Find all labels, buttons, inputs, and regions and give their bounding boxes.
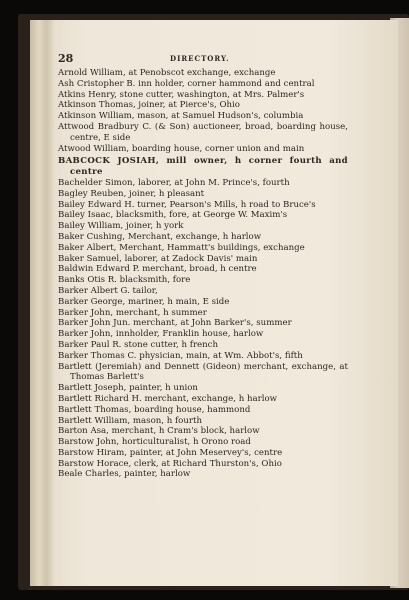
directory-entry: Baker Samuel, laborer, at Zadock Davis' main (58, 253, 258, 264)
directory-entry: Bagley Reuben, joiner, h pleasant (58, 188, 205, 199)
directory-entry: Baldwin Edward P. merchant, broad, h centre (58, 264, 257, 275)
page-header (58, 52, 318, 66)
directory-entry: Bartlett William, mason, h fourth (58, 415, 202, 426)
directory-entry: Beale Charles, painter, harlow (58, 469, 191, 480)
directory-entry: Barstow John, horticulturalist, h Orono road (58, 437, 251, 448)
running-head: DIRECTORY. (170, 54, 230, 63)
directory-entry: Barker Thomas C. physician, main, at Wm. Abbot's, fifth (58, 350, 303, 361)
directory-entry: Atkinson Thomas, joiner, at Pierce's, Ohio (58, 100, 240, 111)
directory-entry: Ash Cristopher B. inn holder, corner hammond and central (58, 78, 315, 89)
directory-entry: Barstow Hiram, painter, at John Meservey's, centre (58, 447, 283, 458)
directory-entry: Barker John, innholder, Franklin house, harlow (58, 329, 264, 340)
directory-entry: Barker Albert G. tailor, (58, 285, 158, 296)
directory-entry: Bartlett Joseph, painter, h union (58, 383, 198, 394)
directory-entry: Atwood William, boarding house, corner union and main (58, 143, 305, 154)
directory-entry: Arnold William, at Penobscot exchange, exchange (58, 68, 276, 78)
directory-entry: Bartlett Thomas, boarding house, hammond (58, 404, 251, 415)
directory-entry: Atkins Henry, stone cutter, washington, at Mrs. Palmer's (58, 89, 305, 100)
directory-entry: Bachelder Simon, laborer, at John M. Prince's, fourth (58, 177, 290, 188)
directory-entry: Barker John, merchant, h summer (58, 307, 207, 318)
directory-entry: Barstow Horace, clerk, at Richard Thurston's, Ohio (58, 458, 282, 469)
directory-entry: Banks Otis R. blacksmith, fore (58, 275, 191, 286)
directory-entry: Atkinson William, mason, at Samuel Hudson's, columbia (58, 111, 304, 122)
directory-entry: Bartlett Richard H. merchant, exchange, h harlow (58, 393, 278, 404)
directory-entry: Barton Asa, merchant, h Cram's block, harlow (58, 426, 260, 437)
directory-entry: Attwood Bradbury C. (& Son) auctioneer, broad, boarding house, centre, E side (58, 121, 348, 143)
directory-entry: BABCOCK JOSIAH, mill owner, h corner fourth and centre (58, 156, 348, 178)
directory-entry: Bailey Isaac, blacksmith, fore, at George W. Maxim's (58, 210, 288, 221)
directory-entries (58, 68, 348, 480)
directory-entry: Barker John Jun. merchant, at John Barker's, summer (58, 318, 292, 329)
page-number: 28 (58, 52, 74, 65)
directory-entry: Barker George, mariner, h main, E side (58, 296, 230, 307)
directory-entry: Barker Paul R. stone cutter, h french (58, 339, 219, 350)
directory-entry: Bartlett (Jeremiah) and Dennett (Gideon) merchant, exchange, at Thomas Barlett's (58, 361, 348, 383)
directory-entry: Bailey Edward H. turner, Pearson's Mills, h road to Bruce's (58, 199, 316, 210)
directory-entry: Bailey William, joiner, h york (58, 221, 184, 232)
directory-entry: Baker Albert, Merchant, Hammatt's buildings, exchange (58, 242, 305, 253)
directory-entry: Baker Cushing, Merchant, exchange, h harlow (58, 231, 262, 242)
